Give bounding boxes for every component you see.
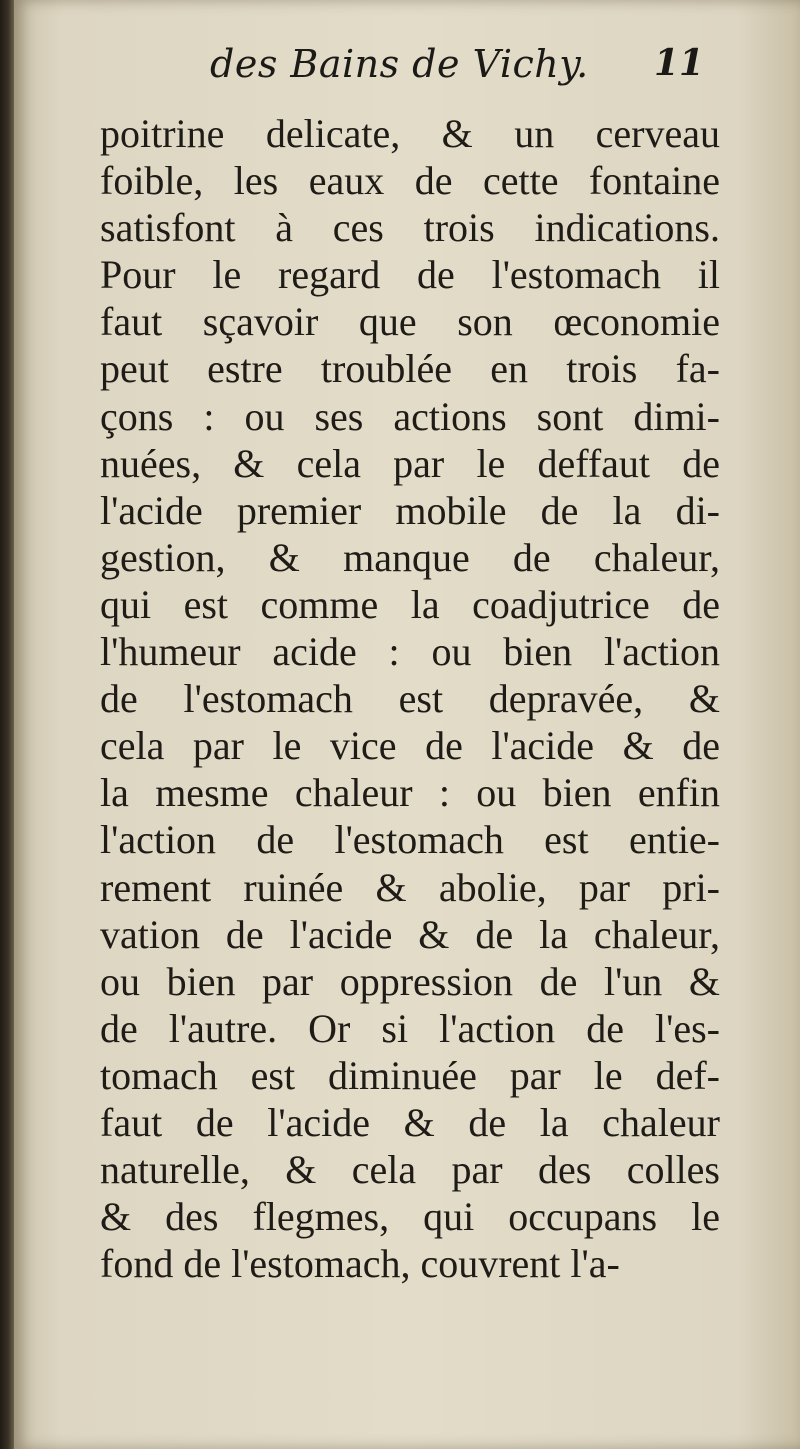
text-line: faut de l'acide & de la chaleur — [100, 1099, 720, 1145]
text-line: de l'estomach est depravée, & — [100, 676, 720, 722]
book-page — [14, 0, 800, 1449]
text-line: foible, les eaux de cette fontaine — [100, 158, 720, 204]
text-line: faut sçavoir que son œconomie — [100, 299, 720, 345]
text-line: naturelle, & cela par des colles — [100, 1147, 720, 1193]
text-line: satisfont à ces trois indications. — [100, 205, 720, 251]
text-line: nuées, & cela par le deffaut de — [100, 440, 720, 486]
body-text — [100, 110, 720, 1287]
text-line: ou bien par oppression de l'un & — [100, 958, 720, 1004]
text-line: tomach est diminuée par le def- — [100, 1052, 720, 1098]
running-title: des Bains de Vichy. — [210, 42, 589, 86]
text-line: l'humeur acide : ou bien l'action — [100, 629, 720, 675]
text-line: & des flegmes, qui occupans le — [100, 1194, 720, 1240]
text-line: la mesme chaleur : ou bien enfin — [100, 770, 720, 816]
page-header — [14, 42, 800, 102]
text-line: cela par le vice de l'acide & de — [100, 723, 720, 769]
text-line: qui est comme la coadjutrice de — [100, 581, 720, 627]
page-number: 11 — [654, 42, 705, 84]
text-line: l'acide premier mobile de la di- — [100, 487, 720, 533]
text-line: fond de l'estomach, couvrent l'a- — [100, 1241, 620, 1287]
text-line: poitrine delicate, & un cerveau — [100, 111, 720, 156]
text-line: peut estre troublée en trois fa- — [100, 346, 720, 392]
text-line: rement ruinée & abolie, par pri- — [100, 864, 720, 910]
text-line: vation de l'acide & de la chaleur, — [100, 911, 720, 957]
text-line: l'action de l'estomach est entie- — [100, 817, 720, 863]
text-line: gestion, & manque de chaleur, — [100, 534, 720, 580]
text-line: de l'autre. Or si l'action de l'es- — [100, 1005, 720, 1051]
text-line: Pour le regard de l'estomach il — [100, 252, 720, 298]
book-spine-shadow — [0, 0, 14, 1449]
text-line: çons : ou ses actions sont dimi- — [100, 393, 720, 439]
